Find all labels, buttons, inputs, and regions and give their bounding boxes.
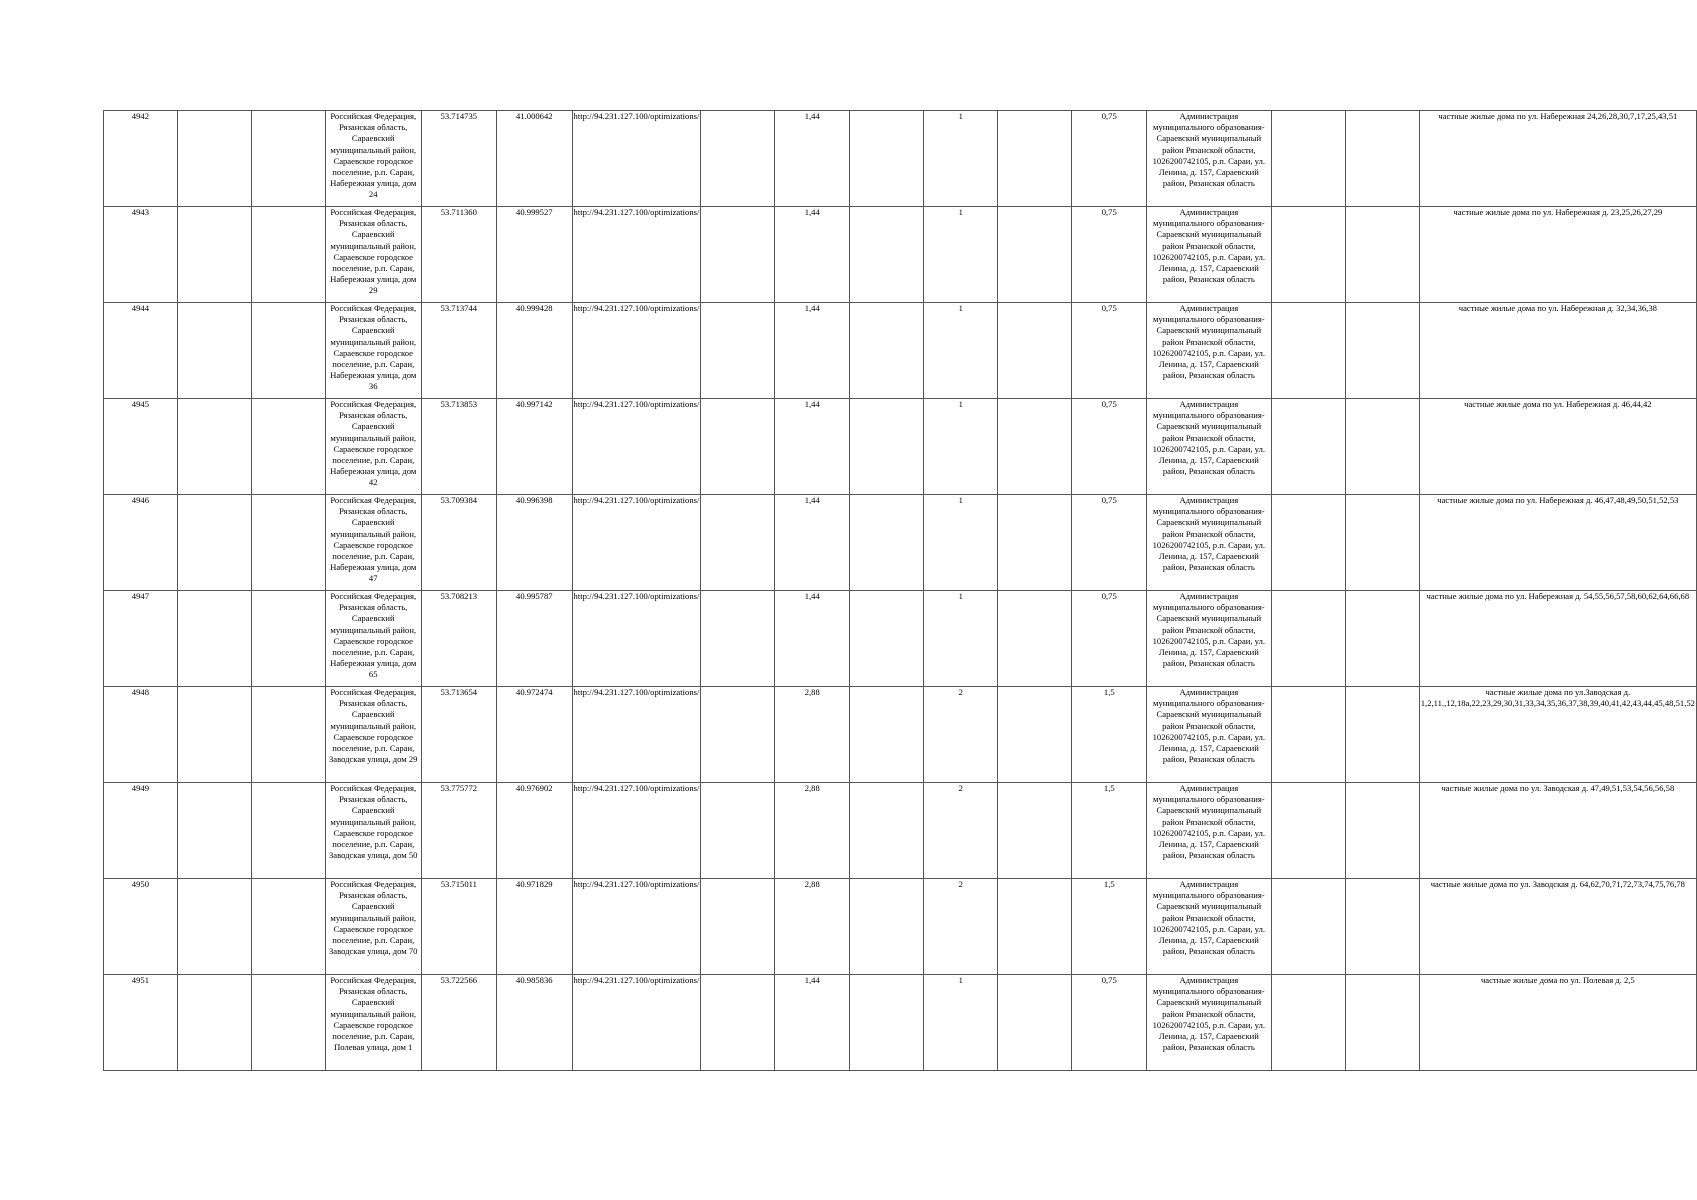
empty-cell (251, 591, 325, 687)
volume-value-cell: 1,5 (1072, 687, 1147, 783)
container-count-cell: 1 (924, 111, 998, 207)
area-value-cell: 1,44 (775, 111, 850, 207)
url-cell: http://94.231.127.100/optimizations/ (572, 975, 701, 1071)
empty-cell (251, 975, 325, 1071)
table-row (104, 495, 1697, 591)
owner-organization-cell: Администрация муниципального образования-Сараевский муниципальный район Рязанской области, 1026200742105, р.п. Сараи, ул. Ленина, д. 157, Сараевский район, Рязанская область (1147, 303, 1272, 399)
waste-source-cell: частные жилые дома по ул. Полевая д. 2,5 (1419, 975, 1696, 1071)
area-value-cell: 1,44 (775, 591, 850, 687)
empty-cell (251, 111, 325, 207)
empty-cell (998, 591, 1072, 687)
container-count-cell: 1 (924, 591, 998, 687)
container-count-cell: 1 (924, 207, 998, 303)
table-row (104, 399, 1697, 495)
container-count-cell: 2 (924, 687, 998, 783)
empty-cell (1271, 207, 1345, 303)
table-row (104, 207, 1697, 303)
waste-source-cell: частные жилые дома по ул. Набережная д. 46,44,42 (1419, 399, 1696, 495)
owner-organization-cell: Администрация муниципального образования-Сараевский муниципальный район Рязанской области, 1026200742105, р.п. Сараи, ул. Ленина, д. 157, Сараевский район, Рязанская область (1147, 495, 1272, 591)
empty-cell (850, 591, 924, 687)
area-value-cell: 1,44 (775, 207, 850, 303)
empty-cell (1271, 687, 1345, 783)
table-row (104, 303, 1697, 399)
latitude-cell: 53.714735 (421, 111, 497, 207)
empty-cell (998, 687, 1072, 783)
owner-organization-cell: Администрация муниципального образования-Сараевский муниципальный район Рязанской области, 1026200742105, р.п. Сараи, ул. Ленина, д. 157, Сараевский район, Рязанская область (1147, 591, 1272, 687)
longitude-cell: 40.995787 (497, 591, 573, 687)
empty-cell (177, 207, 251, 303)
empty-cell (1345, 303, 1419, 399)
volume-value-cell: 0,75 (1072, 975, 1147, 1071)
empty-cell (1271, 783, 1345, 879)
empty-cell (1271, 303, 1345, 399)
owner-organization-cell: Администрация муниципального образования-Сараевский муниципальный район Рязанской области, 1026200742105, р.п. Сараи, ул. Ленина, д. 157, Сараевский район, Рязанская область (1147, 687, 1272, 783)
container-count-cell: 1 (924, 495, 998, 591)
empty-cell (701, 495, 775, 591)
longitude-cell: 41.000642 (497, 111, 573, 207)
area-value-cell: 1,44 (775, 975, 850, 1071)
latitude-cell: 53.709384 (421, 495, 497, 591)
owner-organization-cell: Администрация муниципального образования-Сараевский муниципальный район Рязанской области, 1026200742105, р.п. Сараи, ул. Ленина, д. 157, Сараевский район, Рязанская область (1147, 399, 1272, 495)
row-number-cell: 4945 (104, 399, 178, 495)
empty-cell (850, 879, 924, 975)
address-cell: Российская Федерация, Рязанская область, Сараевский муниципальный район, Сараевское городское поселение, р.п. Сараи, Заводская улица, дом 50 (325, 783, 421, 879)
empty-cell (998, 783, 1072, 879)
row-number-cell: 4950 (104, 879, 178, 975)
empty-cell (1345, 879, 1419, 975)
latitude-cell: 53.775772 (421, 783, 497, 879)
empty-cell (1345, 495, 1419, 591)
address-cell: Российская Федерация, Рязанская область, Сараевский муниципальный район, Сараевское городское поселение, р.п. Сараи, Набережная улица, дом 42 (325, 399, 421, 495)
latitude-cell: 53.713744 (421, 303, 497, 399)
empty-cell (1271, 975, 1345, 1071)
waste-source-cell: частные жилые дома по ул. Набережная д. 32,34,36,38 (1419, 303, 1696, 399)
area-value-cell: 2,88 (775, 879, 850, 975)
area-value-cell: 1,44 (775, 495, 850, 591)
url-cell: http://94.231.127.100/optimizations/ (572, 399, 701, 495)
table-row (104, 591, 1697, 687)
address-cell: Российская Федерация, Рязанская область, Сараевский муниципальный район, Сараевское городское поселение, р.п. Сараи, Полевая улица, дом 1 (325, 975, 421, 1071)
longitude-cell: 40.976902 (497, 783, 573, 879)
empty-cell (850, 399, 924, 495)
empty-cell (701, 111, 775, 207)
longitude-cell: 40.971829 (497, 879, 573, 975)
waste-source-cell: частные жилые дома по ул.Заводская д. 1,2,11.,12,18а,22,23,29,30,31,33,34,35,36,37,38,39,40,41,42,43,44,45,48,51,52 (1419, 687, 1696, 783)
volume-value-cell: 1,5 (1072, 783, 1147, 879)
address-cell: Российская Федерация, Рязанская область, Сараевский муниципальный район, Сараевское городское поселение, р.п. Сараи, Набережная улица, дом 47 (325, 495, 421, 591)
address-cell: Российская Федерация, Рязанская область, Сараевский муниципальный район, Сараевское городское поселение, р.п. Сараи, Заводская улица, дом 70 (325, 879, 421, 975)
url-cell: http://94.231.127.100/optimizations/ (572, 879, 701, 975)
row-number-cell: 4951 (104, 975, 178, 1071)
container-count-cell: 2 (924, 879, 998, 975)
longitude-cell: 40.972474 (497, 687, 573, 783)
longitude-cell: 40.999527 (497, 207, 573, 303)
empty-cell (1271, 111, 1345, 207)
empty-cell (1345, 111, 1419, 207)
url-cell: http://94.231.127.100/optimizations/ (572, 783, 701, 879)
owner-organization-cell: Администрация муниципального образования-Сараевский муниципальный район Рязанской области, 1026200742105, р.п. Сараи, ул. Ленина, д. 157, Сараевский район, Рязанская область (1147, 207, 1272, 303)
empty-cell (1345, 783, 1419, 879)
empty-cell (998, 303, 1072, 399)
latitude-cell: 53.708213 (421, 591, 497, 687)
row-number-cell: 4943 (104, 207, 178, 303)
empty-cell (1345, 207, 1419, 303)
empty-cell (251, 303, 325, 399)
empty-cell (701, 399, 775, 495)
area-value-cell: 1,44 (775, 303, 850, 399)
empty-cell (1345, 687, 1419, 783)
waste-source-cell: частные жилые дома по ул. Набережная д. 54,55,56,57,58,60,62,64,66,68 (1419, 591, 1696, 687)
empty-cell (701, 207, 775, 303)
row-number-cell: 4944 (104, 303, 178, 399)
latitude-cell: 53.722566 (421, 975, 497, 1071)
row-number-cell: 4949 (104, 783, 178, 879)
empty-cell (701, 783, 775, 879)
area-value-cell: 2,88 (775, 783, 850, 879)
longitude-cell: 40.999428 (497, 303, 573, 399)
empty-cell (251, 687, 325, 783)
address-cell: Российская Федерация, Рязанская область, Сараевский муниципальный район, Сараевское городское поселение, р.п. Сараи, Набережная улица, дом 65 (325, 591, 421, 687)
empty-cell (1271, 879, 1345, 975)
url-cell: http://94.231.127.100/optimizations/ (572, 687, 701, 783)
row-number-cell: 4948 (104, 687, 178, 783)
container-count-cell: 1 (924, 975, 998, 1071)
empty-cell (850, 687, 924, 783)
empty-cell (850, 207, 924, 303)
volume-value-cell: 0,75 (1072, 399, 1147, 495)
area-value-cell: 1,44 (775, 399, 850, 495)
empty-cell (1345, 399, 1419, 495)
empty-cell (177, 303, 251, 399)
empty-cell (1271, 399, 1345, 495)
owner-organization-cell: Администрация муниципального образования-Сараевский муниципальный район Рязанской области, 1026200742105, р.п. Сараи, ул. Ленина, д. 157, Сараевский район, Рязанская область (1147, 783, 1272, 879)
empty-cell (1345, 591, 1419, 687)
empty-cell (251, 495, 325, 591)
waste-source-cell: частные жилые дома по ул. Набережная д. 46,47,48,49,50,51,52,53 (1419, 495, 1696, 591)
longitude-cell: 40.996398 (497, 495, 573, 591)
empty-cell (998, 399, 1072, 495)
empty-cell (177, 495, 251, 591)
table-row (104, 111, 1697, 207)
empty-cell (850, 111, 924, 207)
volume-value-cell: 0,75 (1072, 495, 1147, 591)
volume-value-cell: 0,75 (1072, 591, 1147, 687)
empty-cell (998, 879, 1072, 975)
waste-source-cell: частные жилые дома по ул. Заводская д. 47,49,51,53,54,56,56,58 (1419, 783, 1696, 879)
address-cell: Российская Федерация, Рязанская область, Сараевский муниципальный район, Сараевское городское поселение, р.п. Сараи, Набережная улица, дом 24 (325, 111, 421, 207)
url-cell: http://94.231.127.100/optimizations/ (572, 207, 701, 303)
empty-cell (177, 111, 251, 207)
empty-cell (998, 975, 1072, 1071)
empty-cell (850, 303, 924, 399)
longitude-cell: 40.997142 (497, 399, 573, 495)
empty-cell (251, 399, 325, 495)
address-cell: Российская Федерация, Рязанская область, Сараевский муниципальный район, Сараевское городское поселение, р.п. Сараи, Набережная улица, дом 29 (325, 207, 421, 303)
empty-cell (701, 303, 775, 399)
empty-cell (251, 879, 325, 975)
registry-table (103, 110, 1697, 1071)
waste-source-cell: частные жилые дома по ул. Набережная д. 23,25,26,27,29 (1419, 207, 1696, 303)
empty-cell (701, 879, 775, 975)
longitude-cell: 40.985836 (497, 975, 573, 1071)
container-count-cell: 2 (924, 783, 998, 879)
url-cell: http://94.231.127.100/optimizations/ (572, 591, 701, 687)
row-number-cell: 4946 (104, 495, 178, 591)
table-row (104, 687, 1697, 783)
address-cell: Российская Федерация, Рязанская область, Сараевский муниципальный район, Сараевское городское поселение, р.п. Сараи, Заводская улица, дом 29 (325, 687, 421, 783)
url-cell: http://94.231.127.100/optimizations/ (572, 495, 701, 591)
empty-cell (998, 495, 1072, 591)
owner-organization-cell: Администрация муниципального образования-Сараевский муниципальный район Рязанской области, 1026200742105, р.п. Сараи, ул. Ленина, д. 157, Сараевский район, Рязанская область (1147, 975, 1272, 1071)
empty-cell (1271, 591, 1345, 687)
empty-cell (1345, 975, 1419, 1071)
empty-cell (177, 783, 251, 879)
table-row (104, 975, 1697, 1071)
url-cell: http://94.231.127.100/optimizations/ (572, 111, 701, 207)
container-count-cell: 1 (924, 399, 998, 495)
empty-cell (850, 975, 924, 1071)
empty-cell (998, 207, 1072, 303)
volume-value-cell: 0,75 (1072, 111, 1147, 207)
volume-value-cell: 0,75 (1072, 207, 1147, 303)
volume-value-cell: 1,5 (1072, 879, 1147, 975)
latitude-cell: 53.713654 (421, 687, 497, 783)
empty-cell (701, 975, 775, 1071)
latitude-cell: 53.711360 (421, 207, 497, 303)
empty-cell (177, 975, 251, 1071)
empty-cell (251, 207, 325, 303)
empty-cell (251, 783, 325, 879)
address-cell: Российская Федерация, Рязанская область, Сараевский муниципальный район, Сараевское городское поселение, р.п. Сараи, Набережная улица, дом 36 (325, 303, 421, 399)
waste-source-cell: частные жилые дома по ул. Набережная 24,26,28,30,7,17,25,43,51 (1419, 111, 1696, 207)
empty-cell (701, 591, 775, 687)
table-row (104, 879, 1697, 975)
owner-organization-cell: Администрация муниципального образования-Сараевский муниципальный район Рязанской области, 1026200742105, р.п. Сараи, ул. Ленина, д. 157, Сараевский район, Рязанская область (1147, 879, 1272, 975)
latitude-cell: 53.715011 (421, 879, 497, 975)
container-count-cell: 1 (924, 303, 998, 399)
empty-cell (701, 687, 775, 783)
empty-cell (850, 495, 924, 591)
area-value-cell: 2,88 (775, 687, 850, 783)
empty-cell (177, 687, 251, 783)
row-number-cell: 4947 (104, 591, 178, 687)
empty-cell (177, 591, 251, 687)
empty-cell (177, 879, 251, 975)
empty-cell (177, 399, 251, 495)
table-row (104, 783, 1697, 879)
owner-organization-cell: Администрация муниципального образования-Сараевский муниципальный район Рязанской области, 1026200742105, р.п. Сараи, ул. Ленина, д. 157, Сараевский район, Рязанская область (1147, 111, 1272, 207)
latitude-cell: 53.713853 (421, 399, 497, 495)
url-cell: http://94.231.127.100/optimizations/ (572, 303, 701, 399)
empty-cell (1271, 495, 1345, 591)
volume-value-cell: 0,75 (1072, 303, 1147, 399)
row-number-cell: 4942 (104, 111, 178, 207)
empty-cell (850, 783, 924, 879)
empty-cell (998, 111, 1072, 207)
waste-source-cell: частные жилые дома по ул. Заводская д. 64,62,70,71,72,73,74,75,76,78 (1419, 879, 1696, 975)
